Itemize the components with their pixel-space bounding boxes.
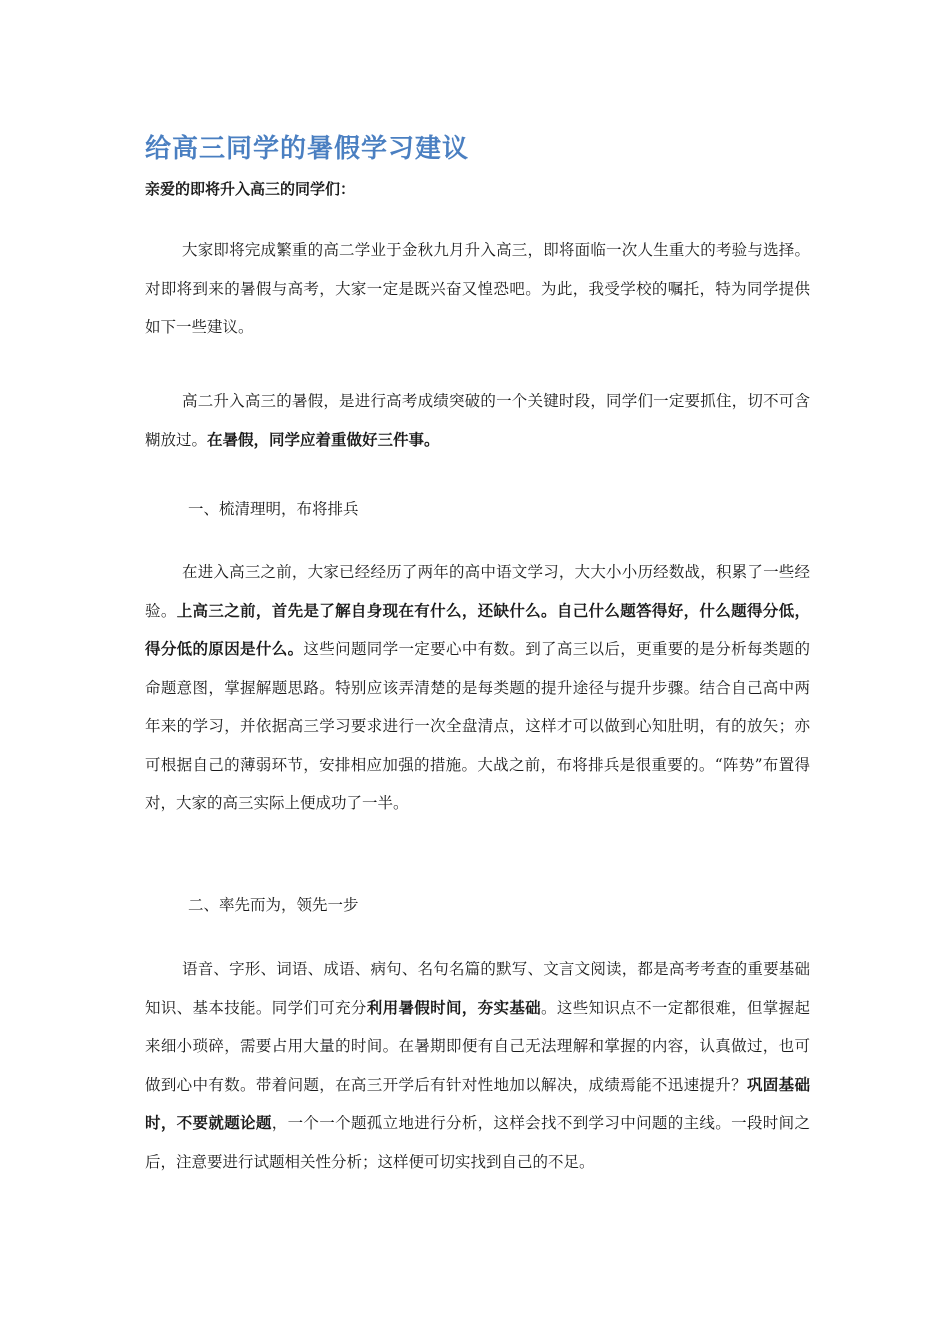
text-normal: ，一个一个题孤立地进行分析，这样会找不到学习中问题的主线。一段时间之后，注意要进行试题相关性分析；这样便可切实找到自己的不足。 <box>145 1114 810 1171</box>
section-heading-2: 二、率先而为，领先一步 <box>188 896 359 914</box>
text-normal: 。这些知识点不一定都很难，但掌握起来细小琐碎，需要占用大量的时间。在暑期即便有自己无法理解和掌握的内容，认真做过，也可做到心中有数。带着问题，在高三开学后有针对性地加以解决，成绩焉能不迅速提升？ <box>145 998 810 1094</box>
salutation: 亲爱的即将升入高三的同学们： <box>145 180 356 198</box>
paragraph-section-1 <box>145 553 810 823</box>
paragraph-section-2 <box>145 950 810 1181</box>
document-title: 给高三同学的暑假学习建议 <box>145 134 470 164</box>
text-normal: 这些问题同学一定要心中有数。到了高三以后，更重要的是分析每类题的命题意图，掌握解题思路。特别应该弄清楚的是每类题的提升途径与提升步骤。结合自己高中两年来的学习，并依据高三学习要求进行一次全盘清点，这样才可以做到心知肚明，有的放矢；亦可根据自己的薄弱环节，安排相应加强的措施。大战之前，布将排兵是很重要的。“阵势”布置得对，大家的高三实际上便成功了一半。 <box>145 640 810 812</box>
paragraph-summer-importance <box>145 382 810 459</box>
text-bold: 利用暑假时间，夯实基础 <box>366 998 542 1017</box>
text-bold: 在暑假，同学应着重做好三件事。 <box>207 430 440 449</box>
text-bold: 上高三之前，首先是了解自身现在有什么，还缺什么。自己什么题答得好，什么题得分低，得分低的原因是什么。 <box>145 601 810 658</box>
text-normal: 高二升入高三的暑假，是进行高考成绩突破的一个关键时段，同学们一定要抓住，切不可含糊放过。 <box>145 392 810 449</box>
text-bold: 巩固基础时，不要就题论题 <box>145 1075 810 1132</box>
text-normal: 语音、字形、词语、成语、病句、名句名篇的默写、文言文阅读，都是高考考查的重要基础知识、基本技能。同学们可充分 <box>145 960 810 1017</box>
text-normal: 在进入高三之前，大家已经经历了两年的高中语文学习，大大小小历经数战，积累了一些经验。 <box>145 563 810 620</box>
paragraph-intro: 大家即将完成繁重的高二学业于金秋九月升入高三，即将面临一次人生重大的考验与选择。对即将到来的暑假与高考，大家一定是既兴奋又惶恐吧。为此，我受学校的嘱托，特为同学提供如下一些建议。 <box>145 241 810 336</box>
section-heading-1: 一、梳清理明，布将排兵 <box>188 500 359 518</box>
